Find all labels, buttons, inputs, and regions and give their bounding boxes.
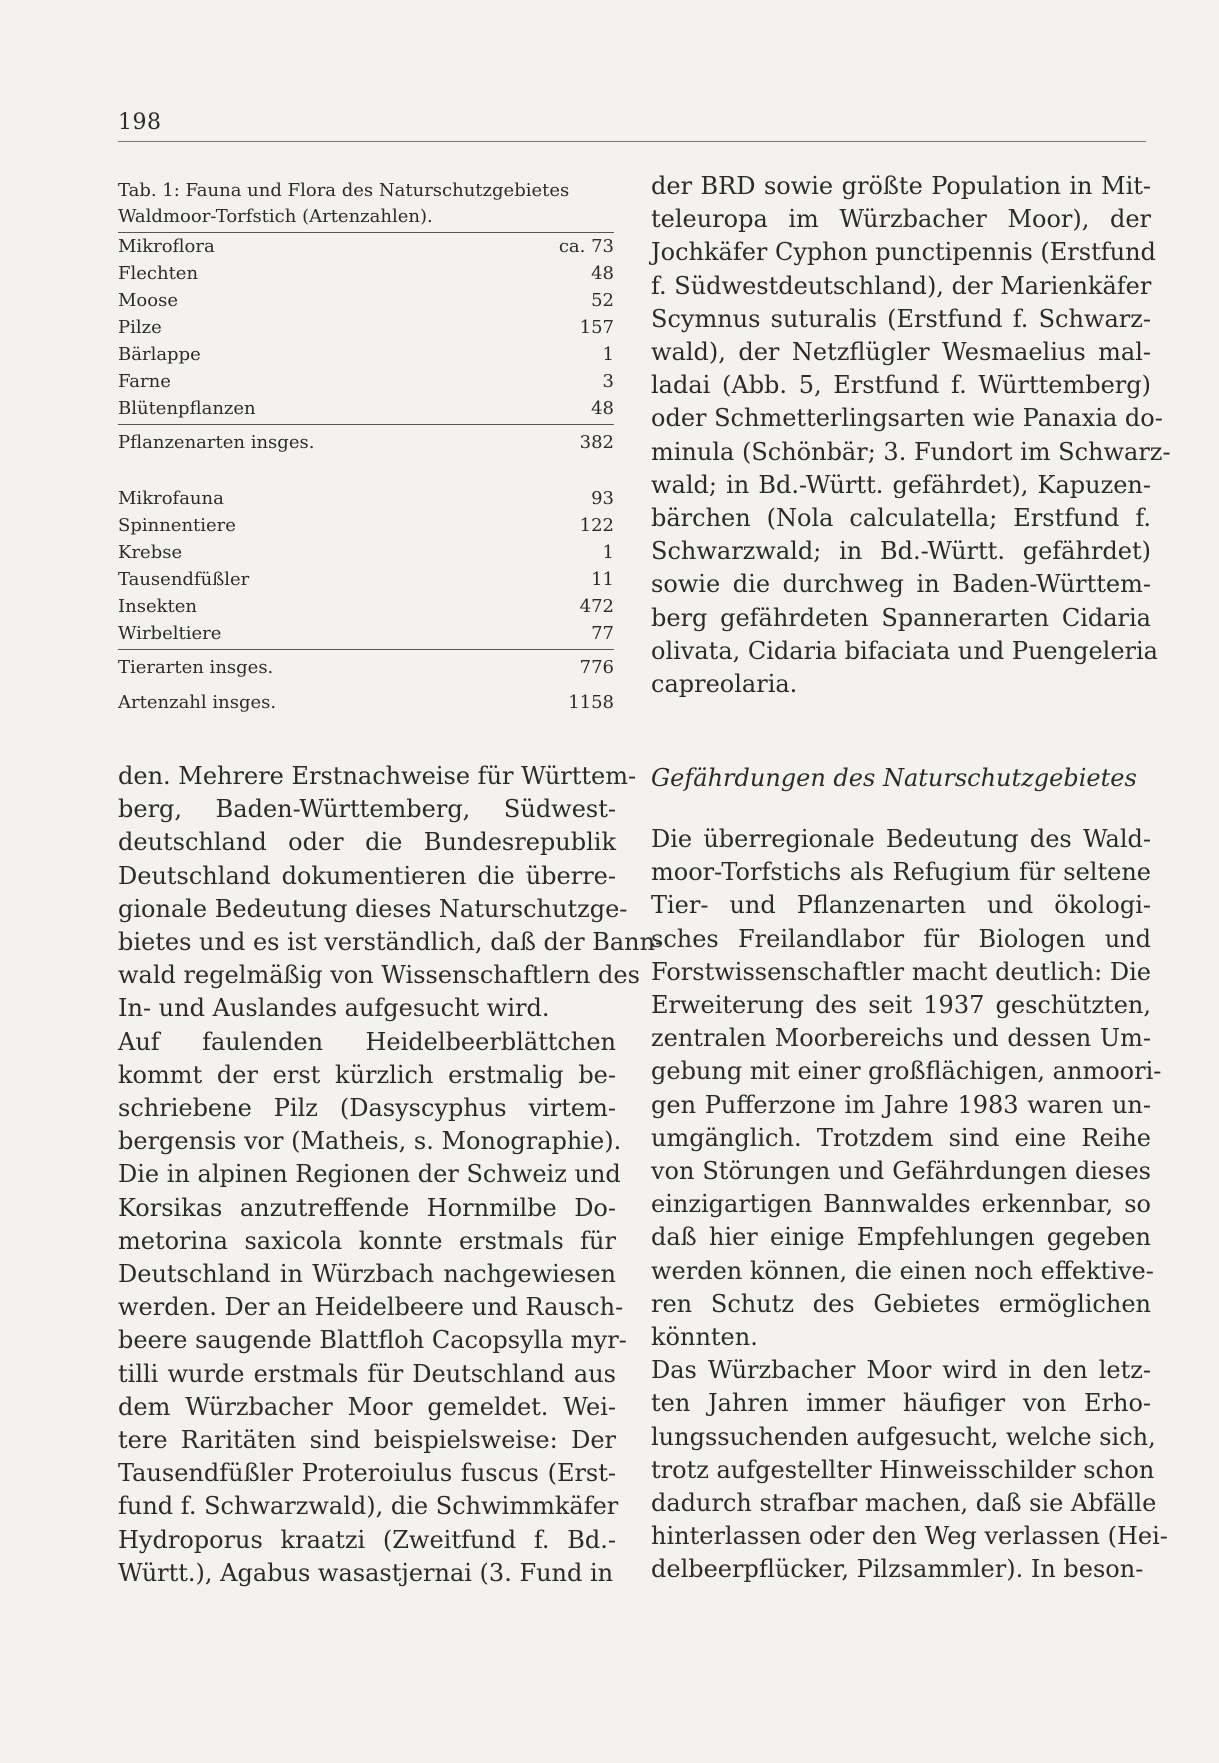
text-line: dadurch strafbar machen, daß sie Abfälle	[651, 1489, 1157, 1518]
text-line: capreolaria.	[651, 670, 798, 699]
text-line: sowie die durchweg in Baden-Württem-	[651, 570, 1151, 599]
text-line: Jochkäfer Cyphon punctipennis (Erstfund	[651, 238, 1156, 267]
text-line: Deutschland in Würzbach nachgewiesen	[118, 1260, 616, 1289]
text-line: tere Raritäten sind beispielsweise: Der	[118, 1426, 616, 1455]
table-row: Krebse 1	[118, 542, 614, 563]
table-row: Mikrofauna 93	[118, 488, 614, 509]
text-line: ladai (Abb. 5, Erstfund f. Württemberg)	[651, 371, 1151, 400]
text-line: wald regelmäßig von Wissenschaftlern des	[118, 961, 640, 990]
table-caption-line: Tab. 1: Fauna und Flora des Naturschutzgebietes	[118, 180, 570, 201]
text-line: Die überregionale Bedeutung des Wald-	[651, 825, 1151, 853]
text-line: moor-Torfstichs als Refugium für seltene	[651, 858, 1151, 887]
text-line: In- und Auslandes aufgesucht wird.	[118, 994, 550, 1023]
text-line: hinterlassen oder den Weg verlassen (Hei-	[651, 1522, 1168, 1551]
table-row: Farne 3	[118, 371, 614, 392]
text-line: schriebene Pilz (Dasyscyphus virtem-	[118, 1094, 616, 1123]
text-line: Schwarzwald; in Bd.-Württ. gefährdet)	[651, 537, 1151, 566]
right-column-top-text	[651, 170, 1171, 701]
text-line: oder Schmetterlingsarten wie Panaxia do-	[651, 404, 1163, 433]
text-line: deutschland oder die Bundesrepublik	[118, 828, 616, 857]
table-row: Bärlappe 1	[118, 344, 614, 365]
text-line: daß hier einige Empfehlungen gegeben	[651, 1223, 1151, 1252]
text-line: könnten.	[651, 1323, 758, 1352]
table-row: Flechten 48	[118, 263, 614, 284]
text-line: f. Südwestdeutschland), der Marienkäfer	[651, 271, 1152, 300]
table-caption	[118, 178, 614, 230]
text-line: wald; in Bd.-Württ. gefährdet), Kapuzen-	[651, 470, 1151, 499]
table-grand-total-row: Artenzahl insges. 1158	[118, 692, 614, 713]
text-line: trotz aufgestellter Hinweisschilder schon	[651, 1455, 1155, 1484]
text-line: Erweiterung des seit 1937 geschützten,	[651, 991, 1151, 1020]
text-line: delbeerpflücker, Pilzsammler). In beson-	[651, 1555, 1144, 1584]
text-line: ten Jahren immer häufiger von Erho-	[651, 1389, 1151, 1418]
text-line: Tausendfüßler Proteroiulus fuscus (Erst-	[118, 1459, 616, 1488]
text-line: Korsikas anzutreffende Hornmilbe Do-	[118, 1193, 616, 1222]
text-line: Deutschland dokumentieren die überre-	[118, 861, 616, 890]
text-line: bergensis vor (Matheis, s. Monographie).	[118, 1127, 622, 1156]
text-line: Auf faulenden Heidelbeerblättchen	[118, 1027, 616, 1056]
text-line: beere saugende Blattfloh Cacopsylla myr-	[118, 1326, 627, 1355]
table-total-row: Tierarten insges. 776	[118, 657, 614, 678]
text-line: von Störungen und Gefährdungen dieses	[651, 1157, 1151, 1186]
table-row: Mikroflora ca. 73	[118, 236, 614, 257]
text-line: bärchen (Nola calculatella; Erstfund f.	[651, 504, 1151, 533]
table-row: Pilze 157	[118, 317, 614, 338]
text-line: ren Schutz des Gebietes ermöglichen	[651, 1289, 1151, 1318]
text-line: bietes und es ist verständlich, daß der Bann-	[118, 928, 664, 957]
text-line: tilli wurde erstmals für Deutschland aus	[118, 1359, 616, 1388]
text-line: umgänglich. Trotzdem sind eine Reihe	[651, 1123, 1151, 1152]
table-rule	[118, 649, 614, 650]
text-line: den. Mehrere Erstnachweise für Württem-	[118, 762, 637, 790]
table-row: Tausendfüßler 11	[118, 569, 614, 590]
table-row: Wirbeltiere 77	[118, 623, 614, 644]
text-line: Tier- und Pflanzenarten und ökologi-	[651, 891, 1151, 920]
text-line: dem Würzbacher Moor gemeldet. Wei-	[118, 1392, 616, 1421]
text-line: berg, Baden-Württemberg, Südwest-	[118, 795, 616, 824]
text-line: Das Würzbacher Moor wird in den letz-	[651, 1356, 1151, 1385]
text-line: Hydroporus kraatzi (Zweitfund f. Bd.-	[118, 1525, 616, 1554]
text-line: teleuropa im Würzbacher Moor), der	[651, 205, 1151, 234]
text-line: gionale Bedeutung dieses Naturschutzge-	[118, 894, 628, 923]
table-row: Insekten 472	[118, 596, 614, 617]
table-row: Moose 52	[118, 290, 614, 311]
text-line: lungssuchenden aufgesucht, welche sich,	[651, 1422, 1156, 1451]
text-line: werden. Der an Heidelbeere und Rausch-	[118, 1293, 624, 1322]
text-line: wald), der Netzflügler Wesmaelius mal-	[651, 338, 1151, 367]
page-number: 198	[118, 110, 162, 135]
text-line: kommt der erst kürzlich erstmalig be-	[118, 1060, 616, 1089]
table-caption-line: Waldmoor-Torfstich (Artenzahlen).	[118, 206, 433, 227]
header-rule	[118, 141, 1146, 142]
text-line: werden können, die einen noch effektive-	[651, 1256, 1154, 1285]
text-line: fund f. Schwarzwald), die Schwimmkäfer	[118, 1492, 619, 1521]
section-heading: Gefährdungen des Naturschutzgebietes	[651, 764, 1137, 792]
table-row: Spinnentiere 122	[118, 515, 614, 536]
table-fauna	[118, 485, 614, 716]
text-line: der BRD sowie größte Population in Mit-	[651, 172, 1151, 200]
text-line: Scymnus suturalis (Erstfund f. Schwarz-	[651, 304, 1151, 333]
table-rule	[118, 424, 614, 425]
text-line: Die in alpinen Regionen der Schweiz und	[118, 1160, 621, 1189]
text-line: zentralen Moorbereichs und dessen Um-	[651, 1024, 1151, 1053]
text-line: gebung mit einer großflächigen, anmoori-	[651, 1057, 1162, 1086]
table-flora	[118, 232, 614, 456]
text-line: Forstwissenschaftler macht deutlich: Die	[651, 957, 1151, 986]
text-line: olivata, Cidaria bifaciata und Puengeleria	[651, 636, 1158, 665]
text-line: sches Freilandlabor für Biologen und	[651, 924, 1151, 953]
text-line: berg gefährdeten Spannerarten Cidaria	[651, 603, 1151, 632]
table-total-row: Pflanzenarten insges. 382	[118, 432, 614, 453]
text-line: metorina saxicola konnte erstmals für	[118, 1226, 616, 1255]
text-line: Württ.), Agabus wasastjernai (3. Fund in	[118, 1558, 614, 1587]
left-column-text	[118, 760, 664, 1590]
text-line: gen Pufferzone im Jahre 1983 waren un-	[651, 1090, 1151, 1119]
table-row: Blütenpflanzen 48	[118, 398, 614, 419]
text-line: minula (Schönbär; 3. Fundort im Schwarz-	[651, 437, 1171, 466]
right-column-bottom-text	[651, 823, 1168, 1587]
text-line: einzigartigen Bannwaldes erkennbar, so	[651, 1190, 1151, 1219]
